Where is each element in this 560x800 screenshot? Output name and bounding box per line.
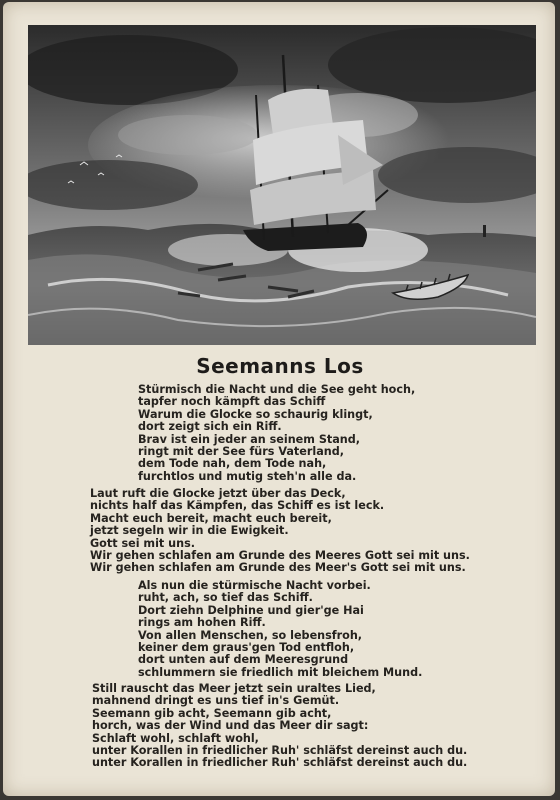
verse-line: Brav ist ein jeder an seinem Stand, xyxy=(138,432,361,446)
stanza-2 xyxy=(90,488,470,575)
verse-line: Macht euch bereit, macht euch bereit, xyxy=(90,511,332,525)
verse-line: ruht, ach, so tief das Schiff. xyxy=(138,591,313,605)
verse-line: Von allen Menschen, so lebensfroh, xyxy=(138,628,363,642)
verse-line: dort unten auf dem Meeresgrund xyxy=(138,653,349,667)
verse-line: Warum die Glocke so schaurig klingt, xyxy=(138,407,373,421)
verse-line: Dort ziehn Delphine und gier'ge Hai xyxy=(138,603,364,617)
verse-line: Still rauscht das Meer jetzt sein uraltes Lied, xyxy=(92,682,376,695)
verse-line: Wir gehen schlafen am Grunde des Meeres Gott sei mit uns. xyxy=(90,549,470,563)
verse-line: ringt mit der See fürs Vaterland, xyxy=(138,445,344,459)
stanza-3 xyxy=(138,580,422,679)
postcard xyxy=(3,2,555,796)
verse-line: nichts half das Kämpfen, das Schiff es ist leck. xyxy=(90,499,385,513)
verse-line: dem Tode nah, dem Tode nah, xyxy=(138,457,327,471)
stanza-1 xyxy=(138,384,415,483)
ship-in-storm-illustration xyxy=(28,25,536,345)
verse-line: Wir gehen schlafen am Grunde des Meer's Gott sei mit uns. xyxy=(90,561,466,575)
verse-line: rings am hohen Riff. xyxy=(138,616,266,630)
verse-line: Schlaft wohl, schlaft wohl, xyxy=(92,731,259,745)
verse-line: mahnend dringt es uns tief in's Gemüt. xyxy=(92,694,340,708)
verse-line: Laut ruft die Glocke jetzt über das Deck, xyxy=(90,487,346,500)
verse-line: unter Korallen in friedlicher Ruh' schläfst dereinst auch du. xyxy=(92,744,468,758)
verse-line: keiner dem graus'gen Tod entfloh, xyxy=(138,641,355,655)
verse-line: Stürmisch die Nacht und die See geht hoch, xyxy=(138,383,416,396)
stanza-4 xyxy=(92,683,467,770)
verse-line: tapfer noch kämpft das Schiff xyxy=(138,395,326,409)
verse-line: horch, was der Wind und das Meer dir sagt: xyxy=(92,719,369,733)
verse-line: unter Korallen in friedlicher Ruh' schläfst dereinst auch du. xyxy=(92,756,468,770)
ship-painting xyxy=(28,25,536,345)
page-title: Seemanns Los xyxy=(196,354,364,378)
verse-line: furchtlos und mutig steh'n alle da. xyxy=(138,469,357,483)
verse-line: dort zeigt sich ein Riff. xyxy=(138,420,282,434)
verse-line: Gott sei mit uns. xyxy=(90,536,196,550)
verse-line: Seemann gib acht, Seemann gib acht, xyxy=(92,706,332,720)
verse-line: schlummern sie friedlich mit bleichem Mund. xyxy=(138,665,423,679)
verse-line: Als nun die stürmische Nacht vorbei. xyxy=(138,579,371,592)
verse-line: jetzt segeln wir in die Ewigkeit. xyxy=(90,524,289,538)
